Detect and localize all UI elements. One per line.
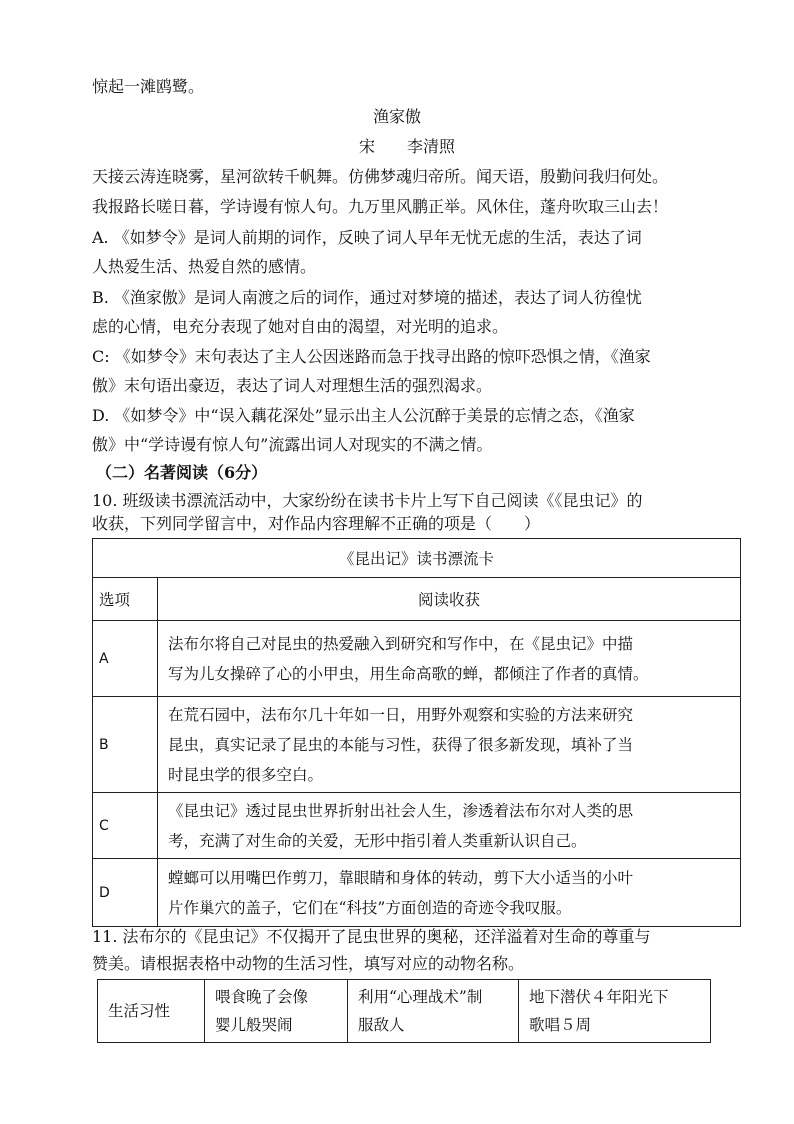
habit-line: 婴儿般哭闹 (215, 1016, 293, 1034)
question-10-line-2: 收获，下列同学留言中，对作品内容理解不正确的项是（ ） (92, 514, 541, 533)
reading-card-table (92, 538, 741, 927)
habit-cell-1 (205, 980, 348, 1043)
poem-line-2: 我报路长嗟日暮，学诗谩有惊人句。九万里风鹏正举。风休住，蓬舟吹取三山去！ (92, 197, 669, 216)
habit-line: 喂食晚了会像 (215, 988, 309, 1006)
habit-line: 服敌人 (358, 1016, 405, 1034)
option-a-line-2: 人热爱生活、热爱自然的感情。 (92, 257, 317, 276)
row-option: C (93, 793, 158, 859)
option-b-line-2: 虑的心情，电充分表现了她对自由的渴望，对光明的追求。 (92, 317, 509, 336)
header-gain: 阅读收获 (158, 578, 741, 621)
option-d-line-2: 傲》中“学诗谩有惊人句”流露出词人对现实的不满之情。 (92, 435, 493, 454)
option-a-line-1: A. 《如梦令》是词人前期的词作，反映了词人早年无忧无虑的生活，表达了词 (92, 228, 642, 247)
card-row-d (93, 859, 741, 927)
option-d-line-1: D. 《如梦令》中“误入藕花深处”显示出主人公沉醉于美景的忘情之态，《渔家 (92, 406, 635, 425)
card-row-c (93, 793, 741, 859)
card-row-a (93, 621, 741, 697)
row-option: A (93, 621, 158, 697)
row-gain (158, 859, 741, 927)
habits-table (97, 979, 711, 1043)
row-gain (158, 621, 741, 697)
poem-line-1: 天接云涛连晓雾，星河欲转千帆舞。仿佛梦魂归帝所。闻天语，殷勤问我归何处。 (92, 167, 669, 186)
card-header-row (93, 578, 741, 621)
row-gain (158, 697, 741, 793)
habit-cell-3 (519, 980, 711, 1043)
question-11-line-2: 赞美。请根据表格中动物的生活习性，填写对应的动物名称。 (92, 954, 525, 973)
habits-row (98, 980, 711, 1043)
gain-line: 在荒石园中，法布尔几十年如一日，用野外观察和实验的方法来研究 (168, 705, 634, 724)
poem-author: 宋 李清照 (358, 137, 455, 156)
habit-line: 利用“心理战术”制 (358, 988, 483, 1006)
option-c-line-1: C: 《如梦令》末句表达了主人公因迷路而急于找寻出路的惊吓恐惧之情，《渔家 (92, 347, 651, 366)
gain-line: 写为儿女操碎了心的小甲虫，用生命高歌的蝉，都倾注了作者的真情。 (168, 664, 649, 683)
card-row-b (93, 697, 741, 793)
option-b-line-1: B. 《渔家傲》是词人南渡之后的词作，通过对梦境的描述，表达了词人彷徨忧 (92, 288, 642, 307)
gain-line: 时昆虫学的很多空白。 (168, 765, 324, 784)
header-option: 选项 (93, 578, 158, 621)
poem-title: 渔家傲 (372, 107, 421, 126)
row-option: B (93, 697, 158, 793)
row-option: D (93, 859, 158, 927)
row-gain (158, 793, 741, 859)
card-title: 《昆出记》读书漂流卡 (93, 539, 741, 578)
gain-line: 《昆虫记》透过昆虫世界折射出社会人生，渗透着法布尔对人类的思 (168, 801, 634, 820)
habit-line: 地下潜伏４年阳光下 (529, 988, 669, 1006)
gain-line: 法布尔将自己对昆虫的热爱融入到研究和写作中，在《昆虫记》中描 (168, 634, 634, 653)
gain-line: 片作巢穴的盖子，它们在“科技”方面创造的奇迹令我叹服。 (168, 898, 572, 917)
option-c-line-2: 傲》末句语出豪迈，表达了词人对理想生活的强烈渴求。 (92, 376, 493, 395)
gain-line: 螳螂可以用嘴巴作剪刀，靠眼睛和身体的转动，剪下大小适当的小叶 (168, 868, 634, 887)
card-title-row (93, 539, 741, 578)
question-11-line-1: 11. 法布尔的《昆虫记》不仅揭开了昆虫世界的奥秘，还洋溢着对生命的尊重与 (92, 927, 651, 946)
poem-previous-last-line: 惊起一滩鸥鹭。 (92, 77, 205, 96)
habit-line: 歌唱５周 (529, 1016, 592, 1034)
habit-cell-2 (348, 980, 519, 1043)
question-10-line-1: 10. 班级读书漂流活动中，大家纷纷在读书卡片上写下自己阅读《《昆虫记》的 (92, 491, 643, 510)
gain-line: 考，充满了对生命的关爱，无形中指引着人类重新认识自己。 (168, 831, 587, 850)
gain-line: 昆虫，真实记录了昆虫的本能与习性，获得了很多新发现，填补了当 (168, 735, 634, 754)
habits-label: 生活习性 (98, 980, 205, 1043)
section-heading: （二）名著阅读（6分） (96, 463, 268, 482)
